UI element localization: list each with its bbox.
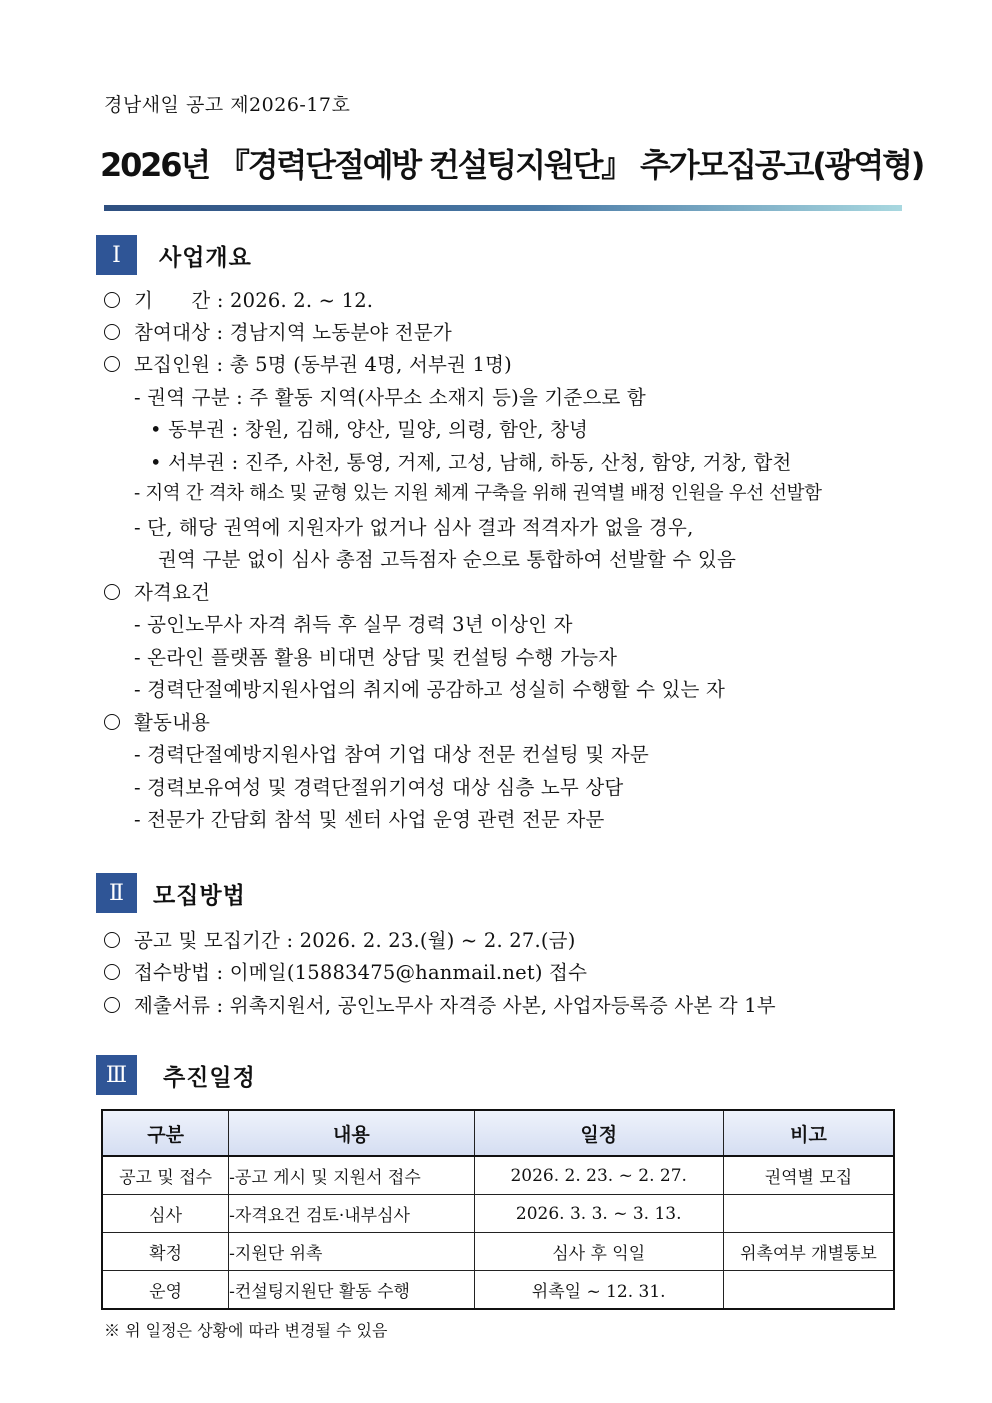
- column-header: 일정: [474, 1110, 723, 1156]
- target-line: 참여대상 : 경남지역 노동분야 전문가: [134, 321, 452, 344]
- section-3-number: Ⅲ: [96, 1055, 137, 1095]
- qualification-line-2: - 온라인 플랫폼 활용 비대면 상담 및 컨설팅 수행 가능자: [134, 646, 618, 669]
- section-1-number: Ⅰ: [96, 235, 137, 275]
- content-cell: -자격요건 검토·내부심사: [229, 1195, 474, 1233]
- note-cell: [723, 1271, 894, 1310]
- recruit-line: 모집인원 : 총 5명 (동부권 4명, 서부권 1명): [134, 353, 512, 376]
- note-cell: [723, 1195, 894, 1233]
- section-2-heading: 모집방법: [153, 881, 246, 909]
- circle-bullet-icon: [104, 584, 120, 600]
- category-cell: 공고 및 접수: [102, 1156, 229, 1195]
- content-cell: -공고 게시 및 지원서 접수: [229, 1156, 474, 1195]
- recruit-period-line: 공고 및 모집기간 : 2026. 2. 23.(월) ~ 2. 27.(금): [134, 929, 576, 952]
- table-row: [102, 1195, 894, 1233]
- period-line: 기 간 : 2026. 2. ~ 12.: [134, 289, 374, 312]
- column-header: 구분: [102, 1110, 229, 1156]
- circle-bullet-icon: [104, 324, 120, 340]
- qualification-line-3: - 경력단절예방지원사업의 취지에 공감하고 성실히 수행할 수 있는 자: [134, 678, 726, 701]
- circle-bullet-icon: [104, 356, 120, 372]
- circle-bullet-icon: [104, 714, 120, 730]
- section-2-number: Ⅱ: [96, 873, 137, 913]
- schedule-footnote: ※ 위 일정은 상황에 따라 변경될 수 있음: [104, 1321, 388, 1340]
- column-header: 비고: [723, 1110, 894, 1156]
- section-3-heading: 추진일정: [163, 1063, 256, 1091]
- section-2-header: [96, 873, 246, 913]
- column-header: 내용: [229, 1110, 474, 1156]
- region-rule-line: - 권역 구분 : 주 활동 지역(사무소 소재지 등)을 기준으로 함: [134, 386, 646, 409]
- category-cell: 심사: [102, 1195, 229, 1233]
- content-cell: -지원단 위촉: [229, 1233, 474, 1271]
- table-row: [102, 1233, 894, 1271]
- exception-line-1: - 단, 해당 권역에 지원자가 없거나 심사 결과 적격자가 없을 경우,: [134, 516, 694, 539]
- section-1-header: [96, 235, 252, 275]
- required-documents-line: 제출서류 : 위촉지원서, 공인노무사 자격증 사본, 사업자등록증 사본 각 1부: [134, 994, 776, 1017]
- note-cell: 위촉여부 개별통보: [723, 1233, 894, 1271]
- schedule-cell: 위촉일 ~ 12. 31.: [474, 1271, 723, 1310]
- schedule-cell: 2026. 2. 23. ~ 2. 27.: [474, 1156, 723, 1195]
- note-cell: 권역별 모집: [723, 1156, 894, 1195]
- qualification-line-1: - 공인노무사 자격 취득 후 실무 경력 3년 이상인 자: [134, 613, 573, 636]
- activity-line-3: - 전문가 간담회 참석 및 센터 사업 운영 관련 전문 자문: [134, 808, 605, 831]
- category-cell: 확정: [102, 1233, 229, 1271]
- table-header-row: [102, 1110, 894, 1156]
- table-row: [102, 1271, 894, 1310]
- circle-bullet-icon: [104, 964, 120, 980]
- circle-bullet-icon: [104, 292, 120, 308]
- circle-bullet-icon: [104, 932, 120, 948]
- schedule-cell: 2026. 3. 3. ~ 3. 13.: [474, 1195, 723, 1233]
- schedule-cell: 심사 후 익일: [474, 1233, 723, 1271]
- section-1-heading: 사업개요: [159, 243, 252, 271]
- category-cell: 운영: [102, 1271, 229, 1310]
- activity-line-2: - 경력보유여성 및 경력단절위기여성 대상 심층 노무 상담: [134, 776, 624, 799]
- schedule-table: [101, 1109, 895, 1310]
- west-region-line: • 서부권 : 진주, 사천, 통영, 거제, 고성, 남해, 하동, 산청, 함양, 거창, 합천: [150, 451, 792, 474]
- balance-line: - 지역 간 격차 해소 및 균형 있는 지원 체계 구축을 위해 권역별 배정 인원을 우선 선발함: [134, 483, 822, 504]
- submission-method-line: 접수방법 : 이메일(15883475@hanmail.net) 접수: [134, 961, 588, 984]
- east-region-line: • 동부권 : 창원, 김해, 양산, 밀양, 의령, 함안, 창녕: [150, 418, 589, 441]
- content-cell: -컨설팅지원단 활동 수행: [229, 1271, 474, 1310]
- exception-line-2: 권역 구분 없이 심사 총점 고득점자 순으로 통합하여 선발할 수 있음: [158, 548, 736, 571]
- section-3-header: [96, 1055, 256, 1095]
- document-title: 2026년 『경력단절예방 컨설팅지원단』 추가모집공고(광역형): [100, 146, 924, 184]
- notice-number: 경남새일 공고 제2026-17호: [104, 94, 351, 116]
- activity-heading: 활동내용: [134, 711, 211, 734]
- circle-bullet-icon: [104, 997, 120, 1013]
- table-row: [102, 1156, 894, 1195]
- activity-line-1: - 경력단절예방지원사업 참여 기업 대상 전문 컨설팅 및 자문: [134, 743, 649, 766]
- title-underline: [104, 205, 902, 211]
- qualification-heading: 자격요건: [134, 581, 211, 604]
